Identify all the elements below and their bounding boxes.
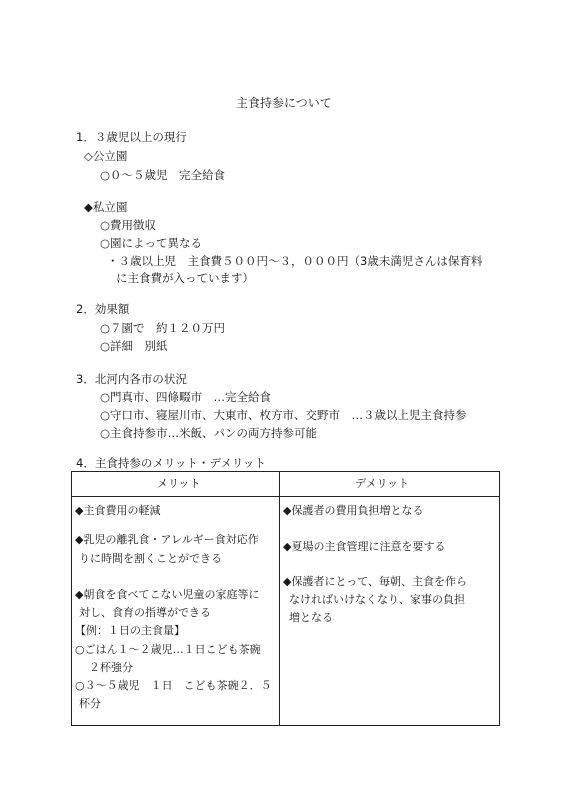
private-nursery-label: ◆私立園 <box>84 200 128 214</box>
demerit-parent-burden-line-2: なければいけなくなり、家事の負担 <box>289 593 465 606</box>
merit-example-2-line-1: ○３～５歳児 １日 こども茶碗２．５ <box>75 679 272 692</box>
demerit-summer-storage: ◆夏場の主食管理に注意を要する <box>283 540 446 553</box>
section-2-heading: 2．効果額 <box>76 302 130 316</box>
merit-example-2-line-2: 杯分 <box>79 697 101 710</box>
effect-amount-item-1: ○７園で 約１２０万円 <box>100 321 226 335</box>
merit-infant-meals-line-2: りに時間を割くことができる <box>79 552 222 565</box>
merit-infant-meals-line-1: ◆乳児の離乳食・アレルギー食対応作 <box>75 533 259 546</box>
section-3-heading: 3．北河内各市の状況 <box>76 372 187 386</box>
private-nursery-note-line-2: に主食費が入っています） <box>116 271 254 285</box>
table-column-divider <box>279 472 280 725</box>
section-1-heading: 1．３歳児以上の現行 <box>76 130 187 144</box>
city-status-item-1: ○門真市、四條畷市 …完全給食 <box>100 390 272 404</box>
merit-food-education-line-2: 対し、食育の指導ができる <box>79 606 211 619</box>
private-nursery-item-1: ○費用徴収 <box>100 218 157 232</box>
merit-example-heading: 【例：１日の主食量】 <box>75 624 185 637</box>
section-4-heading: 4．主食持参のメリット・デメリット <box>76 456 266 470</box>
demerit-cost-burden: ◆保護者の費用負担増となる <box>283 504 424 517</box>
document-title: 主食持参について <box>236 96 332 110</box>
merit-column-header: メリット <box>157 477 201 490</box>
merit-example-1-line-2: ２杯強分 <box>89 661 133 674</box>
demerit-parent-burden-line-3: 増となる <box>289 611 333 624</box>
demerit-parent-burden-line-1: ◆保護者にとって、毎朝、主食を作ら <box>283 575 468 588</box>
table-header-divider <box>72 496 499 497</box>
effect-amount-item-2: ○詳細 別紙 <box>100 339 168 353</box>
city-status-item-2: ○守口市、寝屋川市、大東市、枚方市、交野市 …３歳以上児主食持参 <box>100 408 467 422</box>
demerit-column-header: デメリット <box>355 477 410 490</box>
public-nursery-label: ◇公立園 <box>84 149 128 163</box>
private-nursery-note-line-1: ・３歳以上児 主食費５００円～３，０００円（3歳未満児さんは保育料 <box>107 254 483 268</box>
private-nursery-item-2: ○園によって異なる <box>100 236 203 250</box>
city-status-item-3: ○主食持参市…米飯、パンの両方持参可能 <box>100 426 318 440</box>
public-nursery-item: ○０～５歳児 完全給食 <box>100 168 226 182</box>
merit-example-1-line-1: ○ごはん１～２歳児…１日こども茶碗 <box>75 643 261 656</box>
merit-cost-reduction: ◆主食費用の軽減 <box>75 504 161 517</box>
merit-food-education-line-1: ◆朝食を食べてこない児童の家庭等に <box>75 588 260 601</box>
merit-demerit-table <box>71 471 500 726</box>
